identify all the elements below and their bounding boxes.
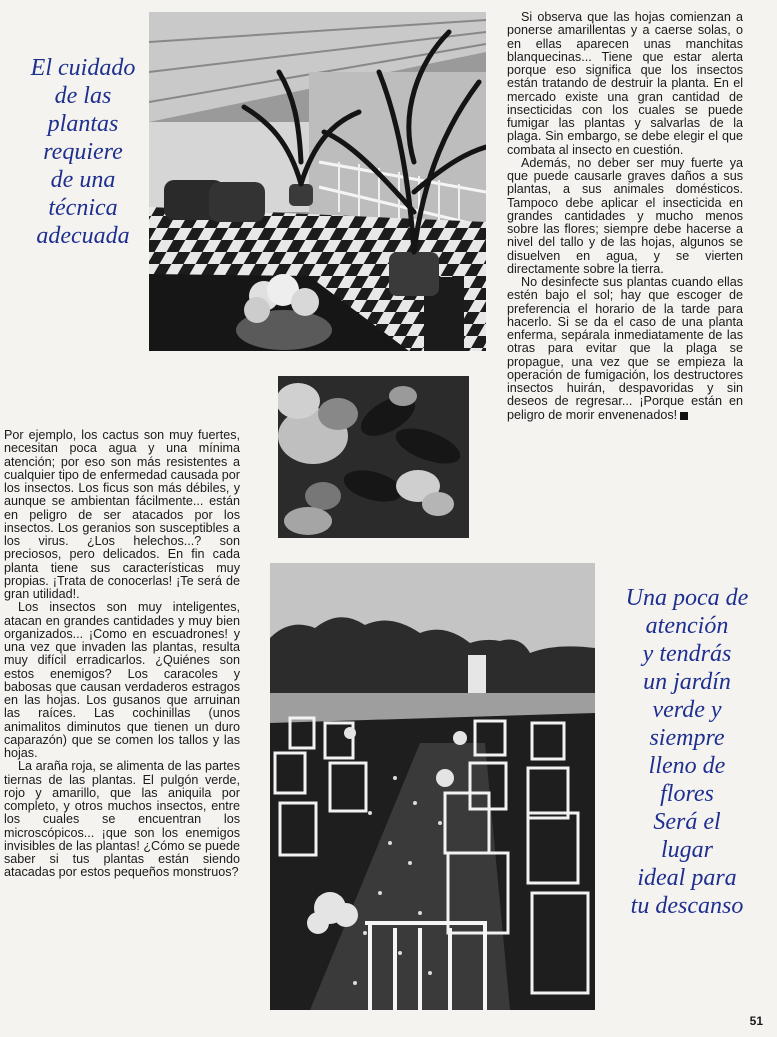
paragraph-text: No desinfecte sus plantas cuando ellas estén bajo el sol; hay que escoger de preferencia el horario de la tarde para hacerlo. Si se da el caso de una planta enferma, sepárala inmediatamente de las otras para evitar que la plaga se propague, una vez que se empieza la operación de fumigación, los destructores insectos huirán, despavoridas y sin deseos de regresar... ¡Porque están en peligro de morir envenenados! (507, 275, 743, 422)
pull-quote-line: siempre (649, 725, 725, 751)
garden-photo (270, 563, 595, 1010)
pull-quote-top (14, 54, 152, 250)
porch-illustration (149, 12, 486, 351)
pull-quote-line: lleno de (648, 753, 726, 779)
pull-quote-line: de una (50, 167, 116, 193)
pull-quote-line: Será el (653, 809, 721, 835)
pull-quote-line: ideal para (637, 865, 737, 891)
paragraph: La araña roja, se alimenta de las partes tiernas de las plantas. El pulgón verde, rojo y amarillo, que las aniquila por completo, y otros muchos insectos, entre los cuales se encuentran los microscópicos... ¡que son los enemigos invisibles de las plantas! ¿Cómo se puede saber si tus plantas están siendo atacadas por estos pequeños monstruos? (4, 759, 240, 880)
pull-quote-line: flores (660, 781, 714, 807)
pull-quote-line: El cuidado (30, 55, 136, 81)
pull-quote-line: y tendrás (642, 641, 732, 667)
paragraph (507, 276, 743, 422)
paragraph: Los insectos son muy inteligentes, atacan en grandes cantidades y muy bien organizados... ¡Como en escuadrones! y una vez que invaden las plantas, resulta muy difícil erradicarlos. ¿Quiénes son estos enemigos? Los caracoles y babosas que causan verdaderos estragos en las hojas. Los gusanos que arruinan las raíces. Las cochinillas (unos animalitos diminutos que tienen un duro caparazón) que se comen los tallos y las hojas. (4, 600, 240, 760)
pull-quote-line: atención (645, 613, 729, 639)
pull-quote-line: de las (54, 83, 112, 109)
left-column-text (4, 429, 240, 880)
pull-quote-line: tu descanso (630, 893, 744, 919)
pull-quote-line: plantas (47, 111, 119, 137)
paragraph: Por ejemplo, los cactus son muy fuertes, necesitan poca agua y una mínima atención; por eso son más resistentes a cualquier tipo de enfermedad causada por los insectos. Los ficus son más débiles, y aunque se ambientan fácilmente... están en peligro de ser atacados por los insectos. Los geranios son susceptibles a los virus. ¿Los helechos...? son preciosos, pero delicados. En fin cada planta tiene sus características muy propias. ¡Trata de conocerlas! ¡Te será de gran utilidad!. (4, 428, 240, 601)
pull-quote-line: un jardín (643, 669, 731, 695)
right-column-text (507, 11, 743, 422)
porch-photo (149, 12, 486, 351)
pull-quote-line: Una poca de (625, 585, 749, 611)
pull-quote-bottom (602, 584, 772, 920)
pull-quote-line: requiere (43, 139, 123, 165)
paragraph: Si observa que las hojas comienzan a ponerse amarillentas y a caerse solas, o en ellas aparecen unas manchitas blanquecinas... Tiene que estar alerta porque eso significa que los insectos están tratando de destruir la planta. En el mercado existe una gran cantidad de insecticidas con los cuales se puede fumigar las plantas y salvarlas de la plaga. Sin embargo, se debe elegir el que combata al insecto en cuestión. (507, 10, 743, 157)
pull-quote-line: adecuada (36, 223, 130, 249)
pull-quote-line: verde y (652, 697, 722, 723)
paragraph: Además, no deber ser muy fuerte ya que puede causarle graves daños a sus plantas, a sus animales domésticos. Tampoco debe aplicar el insecticida en grandes cantidades y mucho menos sobre las flores; siempre debe hacerse a nivel del tallo y de las hojas, algunos se disuelven en agua, y se vierten directamente sobre la tierra. (507, 155, 743, 276)
garden-illustration (270, 563, 595, 1010)
end-mark-icon (680, 412, 688, 420)
page-number: 51 (749, 1014, 763, 1028)
flowers-illustration (278, 376, 469, 538)
flowers-photo (278, 376, 469, 538)
pull-quote-line: técnica (48, 195, 118, 221)
pull-quote-line: lugar (660, 837, 713, 863)
